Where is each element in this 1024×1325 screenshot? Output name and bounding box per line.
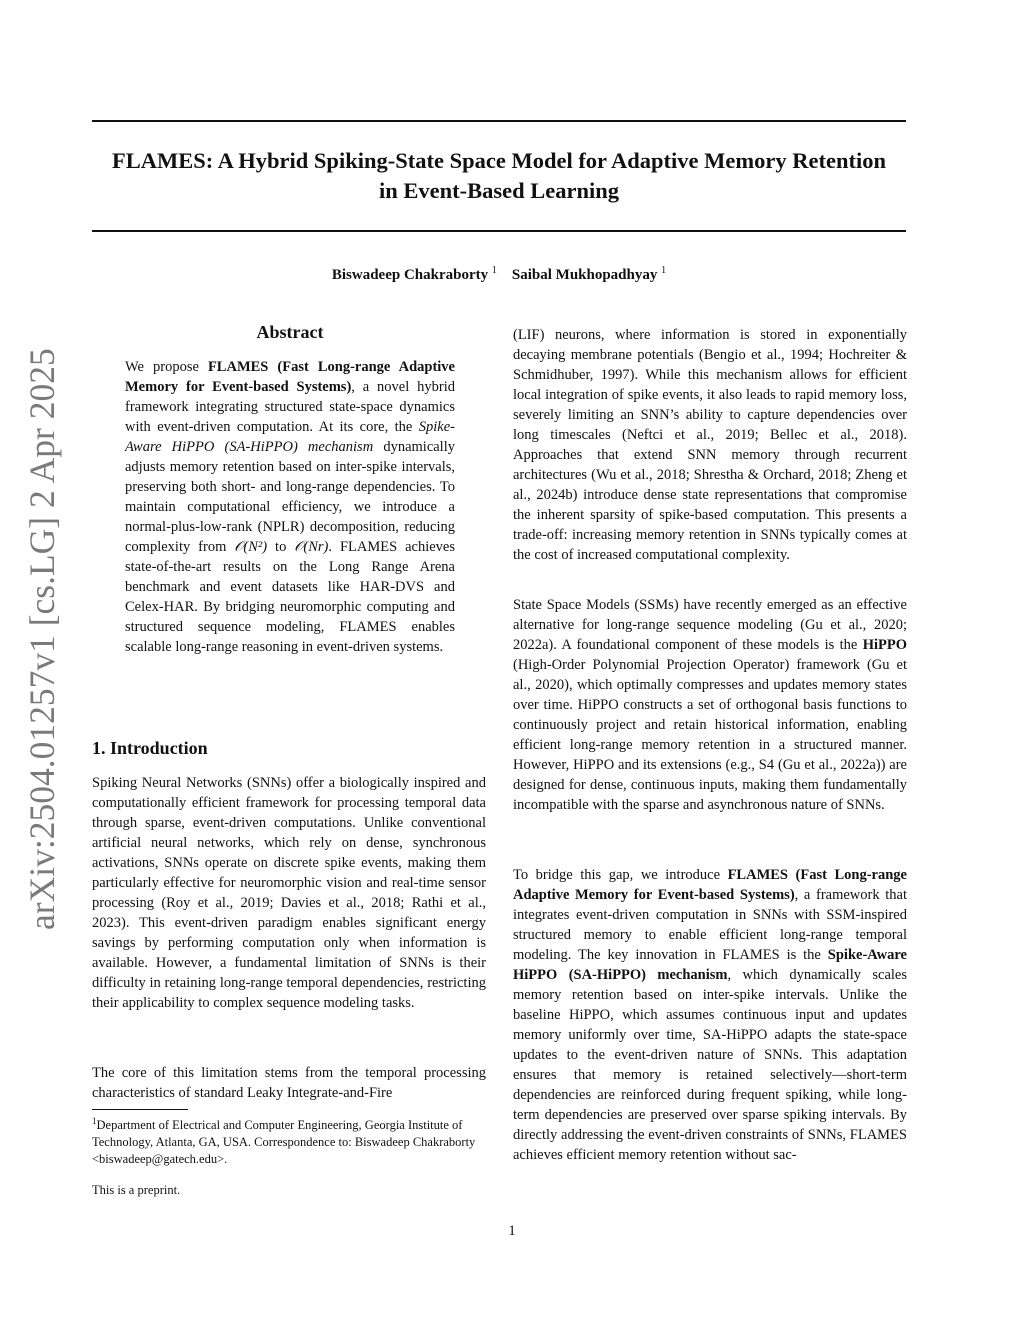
- author-name: Biswadeep Chakraborty: [331, 267, 489, 283]
- abstract-italic-term: Spike-Aware HiPPO (SA-HiPPO) mechanism: [125, 419, 455, 455]
- title-top-rule: [92, 120, 906, 122]
- footnote-mark: 1: [92, 1116, 97, 1126]
- affiliation-footnote: [92, 1113, 488, 1168]
- footnote-rule: [92, 1109, 188, 1110]
- title-bottom-rule: [92, 230, 906, 232]
- intro-paragraph: (LIF) neurons, where information is stored in exponentially decaying membrane potentials (Bengio et al., 1994; Hochreiter & Schmidhuber, 1997). While this mechanism allows for efficient local integration of spike events, it also leads to rapid memory loss, severely limiting an SNN’s ability to capture dependencies over long timescales (Neftci et al., 2019; Bellec et al., 2018). Approaches that extend SNN memory through recurrent architectures (Wu et al., 2018; Shrestha & Orchard, 2018; Zheng et al., 2024b) introduce dense state representations that compromise the inherent sparsity of spike-based computation. This presents a trade-off: increasing memory retention in SNNs typically comes at the cost of increased computational complexity.: [513, 327, 907, 563]
- bold-term: FLAMES (Fast Long-range Adaptive Memory for Event-based Systems): [513, 867, 907, 903]
- page-number: 1: [508, 1223, 516, 1239]
- arxiv-stamp: arXiv:2504.01257v1 [cs.LG] 2 Apr 2025: [22, 348, 62, 930]
- author-name: Saibal Mukhopadhyay: [511, 267, 658, 283]
- intro-paragraph: [513, 595, 907, 815]
- affiliation-mark: 1: [491, 265, 497, 276]
- abstract-text: We propose: [125, 359, 208, 375]
- affiliation-mark: 1: [661, 265, 667, 276]
- abstract-text: , a novel hybrid framework integrating structured state-space dynamics with event-driven computation. At its core, the: [125, 379, 455, 435]
- complexity-math: 𝒪(Nr): [294, 539, 329, 555]
- paragraph-text: , which dynamically scales memory retention based on inter-spike intervals. Unlike the baseline HiPPO, which assumes continuous input and updates memory uniformly over time, SA-HiPPO adapts the state-space updates to the event-driven nature of SNNs. This adaptation ensures that memory is retained selectively—short-term dependencies are reinforced during frequent spiking, while long-term dependencies are preserved over sparse spiking intervals. By directly addressing the event-driven constraints of SNNs, FLAMES achieves efficient memory retention without sac-: [513, 967, 908, 1163]
- bold-term: Spike-Aware HiPPO (SA-HiPPO) mechanism: [513, 947, 907, 983]
- paragraph-text: To bridge this gap, we introduce: [513, 867, 728, 883]
- paragraph-text: State Space Models (SSMs) have recently emerged as an effective alternative for long-range sequence modeling (Gu et al., 2020; 2022a). A foundational component of these models is the: [513, 597, 907, 653]
- section-heading-introduction: 1. Introduction: [92, 738, 208, 758]
- abstract-body: [125, 357, 455, 657]
- abstract-bold-name: FLAMES (Fast Long-range Adaptive Memory for Event-based Systems): [125, 359, 455, 395]
- abstract-text: to: [267, 539, 295, 555]
- paragraph-text: (High-Order Polynomial Projection Operator) framework (Gu et al., 2020), which optimally compresses and updates memory states over time. HiPPO constructs a set of orthogonal basis functions to continuously project and retain historical information, enabling efficient long-range memory retention in a structured manner. However, HiPPO and its extensions (e.g., S4 (Gu et al., 2022a)) are designed for dense, continuous inputs, making them fundamentally incompatible with the sparse and asynchronous nature of SNNs.: [513, 657, 907, 813]
- paragraph-text: , a framework that integrates event-driven computation in SNNs with SSM-inspired structured memory to enable efficient long-range temporal modeling. The key innovation in FLAMES is the: [513, 887, 907, 963]
- footnote-text: Department of Electrical and Computer Engineering, Georgia Institute of Technology, Atlanta, GA, USA. Correspondence to: Biswadeep Chakraborty <biswadeep@gatech.edu>.: [92, 1118, 476, 1167]
- title-line-1: FLAMES: A Hybrid Spiking-State Space Model for Adaptive Memory Retention: [112, 148, 886, 173]
- intro-paragraph: The core of this limitation stems from the temporal processing characteristics of standard Leaky Integrate-and-Fire: [92, 1065, 486, 1101]
- abstract-heading: Abstract: [256, 322, 324, 342]
- author-list: [92, 265, 906, 284]
- bold-term: HiPPO: [862, 637, 907, 653]
- paper-title: [92, 146, 906, 206]
- intro-paragraph: Spiking Neural Networks (SNNs) offer a biologically inspired and computationally efficient framework for processing temporal data through sparse, event-driven computations. Unlike conventional artificial neural networks, which rely on dense, synchronous activations, SNNs operate on discrete spike events, making them particularly effective for neuromorphic vision and real-time sensor processing (Roy et al., 2019; Davies et al., 2018; Rathi et al., 2023). This event-driven paradigm enables significant energy savings by performing computation only when information is available. However, a fundamental limitation of SNNs is their difficulty in retaining long-range temporal dependencies, restricting their applicability to complex sequence modeling tasks.: [92, 775, 486, 1011]
- abstract-text: dynamically adjusts memory retention based on inter-spike intervals, preserving both short- and long-range dependencies. To maintain computational efficiency, we introduce a normal-plus-low-rank (NPLR) decomposition, reducing complexity from: [125, 439, 455, 555]
- title-line-2: in Event-Based Learning: [378, 178, 620, 203]
- preprint-note: This is a preprint.: [92, 1183, 181, 1197]
- complexity-math: 𝒪(N²): [234, 539, 268, 555]
- intro-paragraph: [513, 865, 907, 1165]
- abstract-text: . FLAMES achieves state-of-the-art results on the Long Range Arena benchmark and event datasets like HAR-DVS and Celex-HAR. By bridging neuromorphic computing and structured sequence modeling, FLAMES enables scalable long-range reasoning in event-driven systems.: [125, 539, 455, 655]
